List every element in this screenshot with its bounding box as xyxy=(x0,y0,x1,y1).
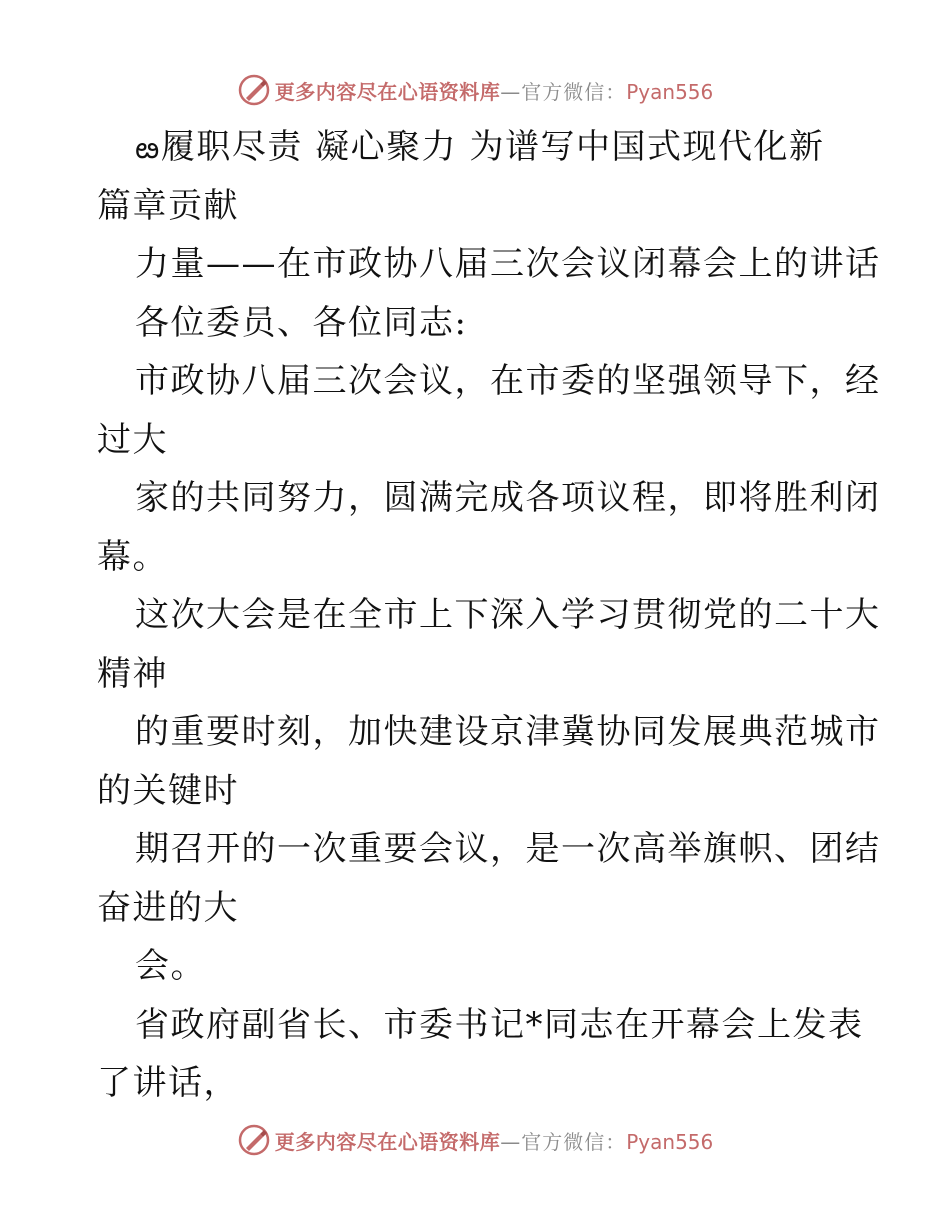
paragraph-line: 期召开的一次重要会议，是一次高举旗帜、团结 xyxy=(135,829,881,869)
ornament-icon: ఴ xyxy=(135,131,161,166)
salutation: 各位委员、各位同志: xyxy=(135,302,468,343)
paragraph-line: 精神 xyxy=(97,653,168,694)
doc-title-line-1 xyxy=(97,118,857,177)
paragraph-line: 幕。 xyxy=(97,536,168,577)
pen-logo-icon xyxy=(237,1123,271,1157)
pen-logo-icon xyxy=(237,73,271,107)
doc-title-line-2: 篇章贡献 xyxy=(97,185,239,226)
watermark-account: Pyan556 xyxy=(626,79,714,104)
paragraph-line: 会。 xyxy=(135,946,206,986)
watermark-wechat-label: —官方微信： xyxy=(500,1129,627,1154)
document-body xyxy=(97,118,881,1113)
doc-subtitle-line: 力量——在市政协八届三次会议闭幕会上的讲话 xyxy=(135,244,881,284)
paragraph-line: 的重要时刻，加快建设京津冀协同发展典范城市 xyxy=(135,712,881,752)
watermark-wechat-label: —官方微信： xyxy=(500,79,627,104)
doc-title-text: 履职尽责 凝心聚力 为谱写中国式现代化新 xyxy=(160,127,825,167)
paragraph-line: 这次大会是在全市上下深入学习贯彻党的二十大 xyxy=(135,595,881,635)
paragraph-line: 了讲话， xyxy=(97,1063,239,1103)
watermark-wechat xyxy=(500,1126,713,1155)
watermark-account: Pyan556 xyxy=(626,1129,714,1154)
watermark-brand: 更多内容尽在心语资料库 xyxy=(274,1129,501,1154)
watermark-brand: 更多内容尽在心语资料库 xyxy=(274,79,501,104)
watermark-wechat xyxy=(500,76,713,105)
paragraph-line: 家的共同努力，圆满完成各项议程，即将胜利闭 xyxy=(135,478,881,518)
paragraph-line: 省政府副省长、市委书记*同志在开幕会上发表 xyxy=(135,1004,864,1045)
footer-watermark xyxy=(0,1120,950,1160)
paragraph-line: 过大 xyxy=(97,419,168,460)
paragraph-line: 奋进的大 xyxy=(97,887,239,928)
paragraph-line: 的关键时 xyxy=(97,770,239,811)
paragraph-line: 市政协八届三次会议，在市委的坚强领导下，经 xyxy=(135,361,881,401)
header-watermark xyxy=(0,70,950,110)
